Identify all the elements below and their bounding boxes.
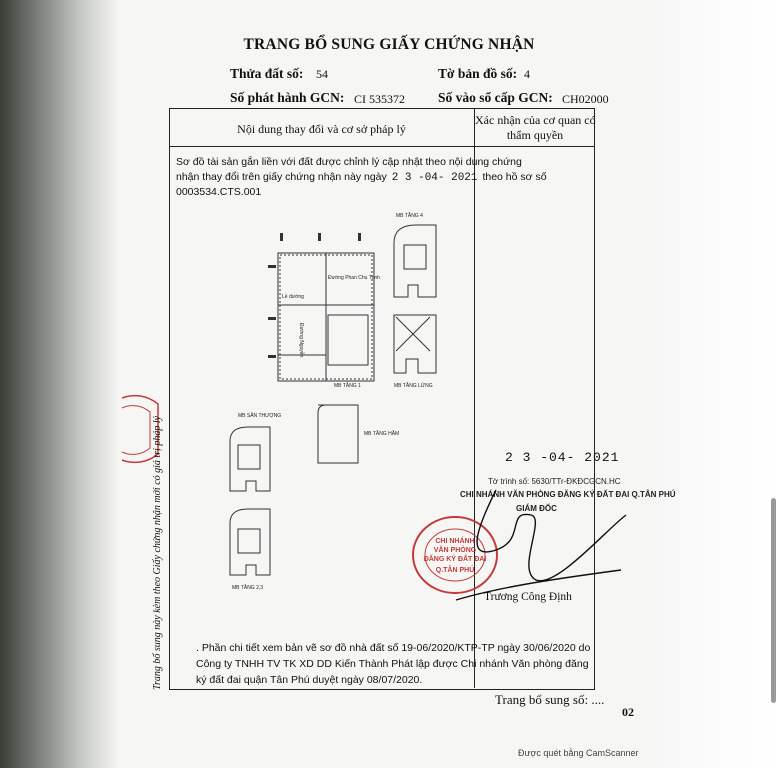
issue-no-value: CI 535372 (354, 92, 405, 106)
label-floor-1: MB TẦNG 1 (334, 383, 361, 389)
content-line-2b: theo hồ sơ số (482, 171, 547, 183)
content-line-1: Sơ đồ tài sản gắn liền với đất được chỉnh lý cập nhật theo nội dung chứng (176, 156, 522, 168)
label-floor-2-3: MB TẦNG 2,3 (232, 585, 264, 590)
content-date: 2 3 -04- 2021 (391, 172, 478, 184)
signature (433, 470, 636, 610)
seal-line-2: VĂN PHÒNG (433, 547, 477, 554)
register-no-label: Số vào sổ cấp GCN: (438, 90, 553, 105)
label-floor-4: MB TẦNG 4 (396, 213, 423, 219)
page-number: 02 (622, 705, 634, 719)
signer-name: Trương Công Định (484, 591, 572, 603)
left-column-header: Nội dung thay đổi và cơ sở pháp lý (237, 122, 406, 136)
header-divider (169, 146, 594, 147)
content-line-3: 0003534.CTS.001 (176, 186, 262, 198)
label-street-2: Lề đường (282, 294, 304, 300)
seal-line-1: CHI NHÁNH (435, 538, 475, 545)
right-column-header-2: thẩm quyền (506, 128, 564, 142)
approval-office: CHI NHÁNH VĂN PHÒNG ĐĂNG KÝ ĐẤT ĐAI Q.TÂN PHÚ (460, 490, 676, 499)
label-basement: MB TẦNG HẦM (364, 431, 400, 437)
seal-line-4: Q.TÂN PHÚ (435, 567, 475, 574)
map-sheet-label: Tờ bản đồ số: (438, 66, 518, 81)
map-sheet-value: 4 (524, 67, 530, 81)
scrollbar[interactable] (771, 498, 776, 703)
footnote-line-1: . Phần chi tiết xem bản vẽ sơ đồ nhà đất số 19-06/2020/KTP-TP ngày 30/06/2020 do (196, 642, 591, 654)
document-page (118, 0, 676, 768)
label-street-1: Đường Phan Chu Trinh (328, 275, 380, 281)
parcel-label: Thửa đất số: (230, 66, 304, 81)
footnote-line-3: ký đất đai quận Tân Phú duyệt ngày 08/07/2020. (196, 674, 423, 686)
issue-no-label: Số phát hành GCN: (230, 90, 345, 105)
content-line-2a: nhận thay đổi trên giấy chứng nhận này ngày (176, 171, 387, 183)
scanner-credit: Được quét bằng CamScanner (518, 748, 639, 758)
content-line-2 (176, 170, 547, 186)
approval-position: GIÁM ĐỐC (516, 504, 557, 513)
right-column-header-1: Xác nhận của cơ quan có (475, 113, 596, 127)
label-mezzanine: MB TẦNG LỬNG (394, 383, 433, 389)
background-left (0, 0, 118, 768)
seal-line-3: ĐĂNG KÝ ĐẤT ĐAI (423, 556, 487, 563)
register-no-value: CH02000 (562, 92, 609, 106)
label-street-3: Đường Nguyễn (298, 323, 304, 358)
approval-date: 2 3 -04- 2021 (505, 450, 620, 465)
document-title: TRANG BỔ SUNG GIẤY CHỨNG NHẬN (243, 36, 535, 53)
label-terrace: MB SÂN THƯỢNG (238, 413, 282, 419)
page-supplement: Trang bổ sung số: .... (495, 692, 605, 707)
approval-ref: Tờ trình số: 5630/TTr-ĐKĐCGCN.HC (488, 477, 621, 486)
margin-note: Trang bổ sung này kèm theo Giấy chứng nhận mới có giá trị pháp lý (152, 415, 163, 690)
footnote-line-2: Công ty TNHH TV TK XD DD Kiến Thành Phát lập được Chi nhánh Văn phòng đăng (196, 658, 589, 670)
parcel-value: 54 (316, 67, 328, 81)
background-right (660, 0, 778, 768)
